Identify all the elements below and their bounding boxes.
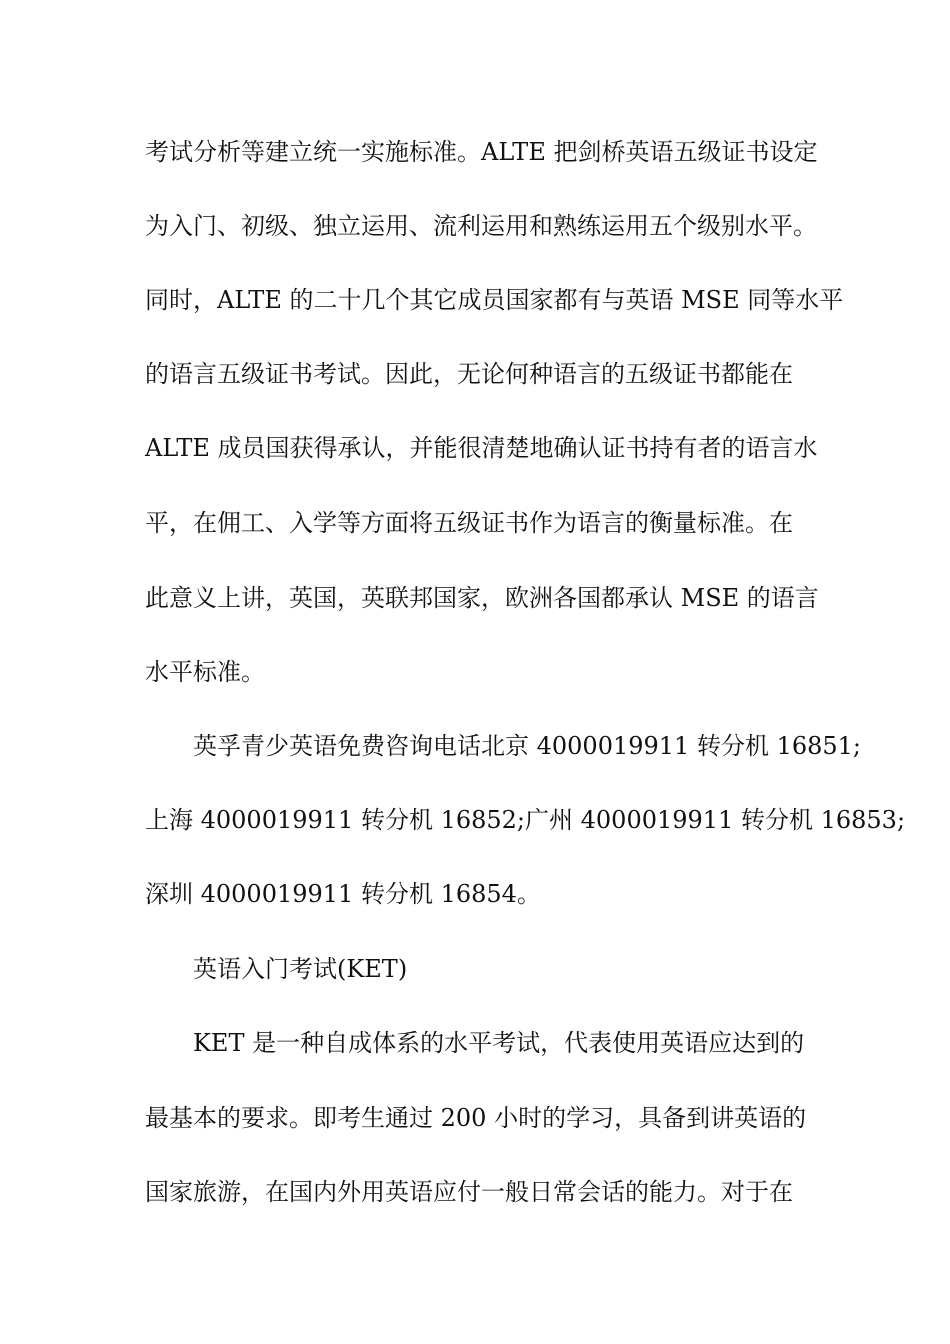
ket-text-line-2: 最基本的要求。即考生通过 200 小时的学习，具备到讲英语的 — [145, 1104, 807, 1132]
text-line-7: 此意义上讲，英国，英联邦国家，欧洲各国都承认 MSE 的语言 — [145, 584, 819, 612]
contact-line-2: 上海 4000019911 转分机 16852;广州 4000019911 转分机 16853; — [145, 806, 906, 834]
section-heading-ket: 英语入门考试(KET) — [193, 955, 408, 983]
text-line-2: 为入门、初级、独立运用、流利运用和熟练运用五个级别水平。 — [145, 212, 817, 240]
contact-line-1: 英孚青少英语免费咨询电话北京 4000019911 转分机 16851; — [193, 732, 862, 760]
text-line-4: 的语言五级证书考试。因此，无论何种语言的五级证书都能在 — [145, 360, 793, 388]
contact-line-3: 深圳 4000019911 转分机 16854。 — [145, 880, 541, 908]
ket-text-line-3: 国家旅游，在国内外用英语应付一般日常会话的能力。对于在 — [145, 1178, 793, 1206]
text-line-5: ALTE 成员国获得承认，并能很清楚地确认证书持有者的语言水 — [145, 434, 818, 462]
text-line-3: 同时，ALTE 的二十几个其它成员国家都有与英语 MSE 同等水平 — [145, 286, 844, 314]
text-line-6: 平，在佣工、入学等方面将五级证书作为语言的衡量标准。在 — [145, 509, 793, 537]
ket-text-line-1: KET 是一种自成体系的水平考试，代表使用英语应达到的 — [193, 1029, 805, 1057]
text-line-8: 水平标准。 — [145, 658, 265, 686]
text-line-1: 考试分析等建立统一实施标准。ALTE 把剑桥英语五级证书设定 — [145, 138, 818, 166]
